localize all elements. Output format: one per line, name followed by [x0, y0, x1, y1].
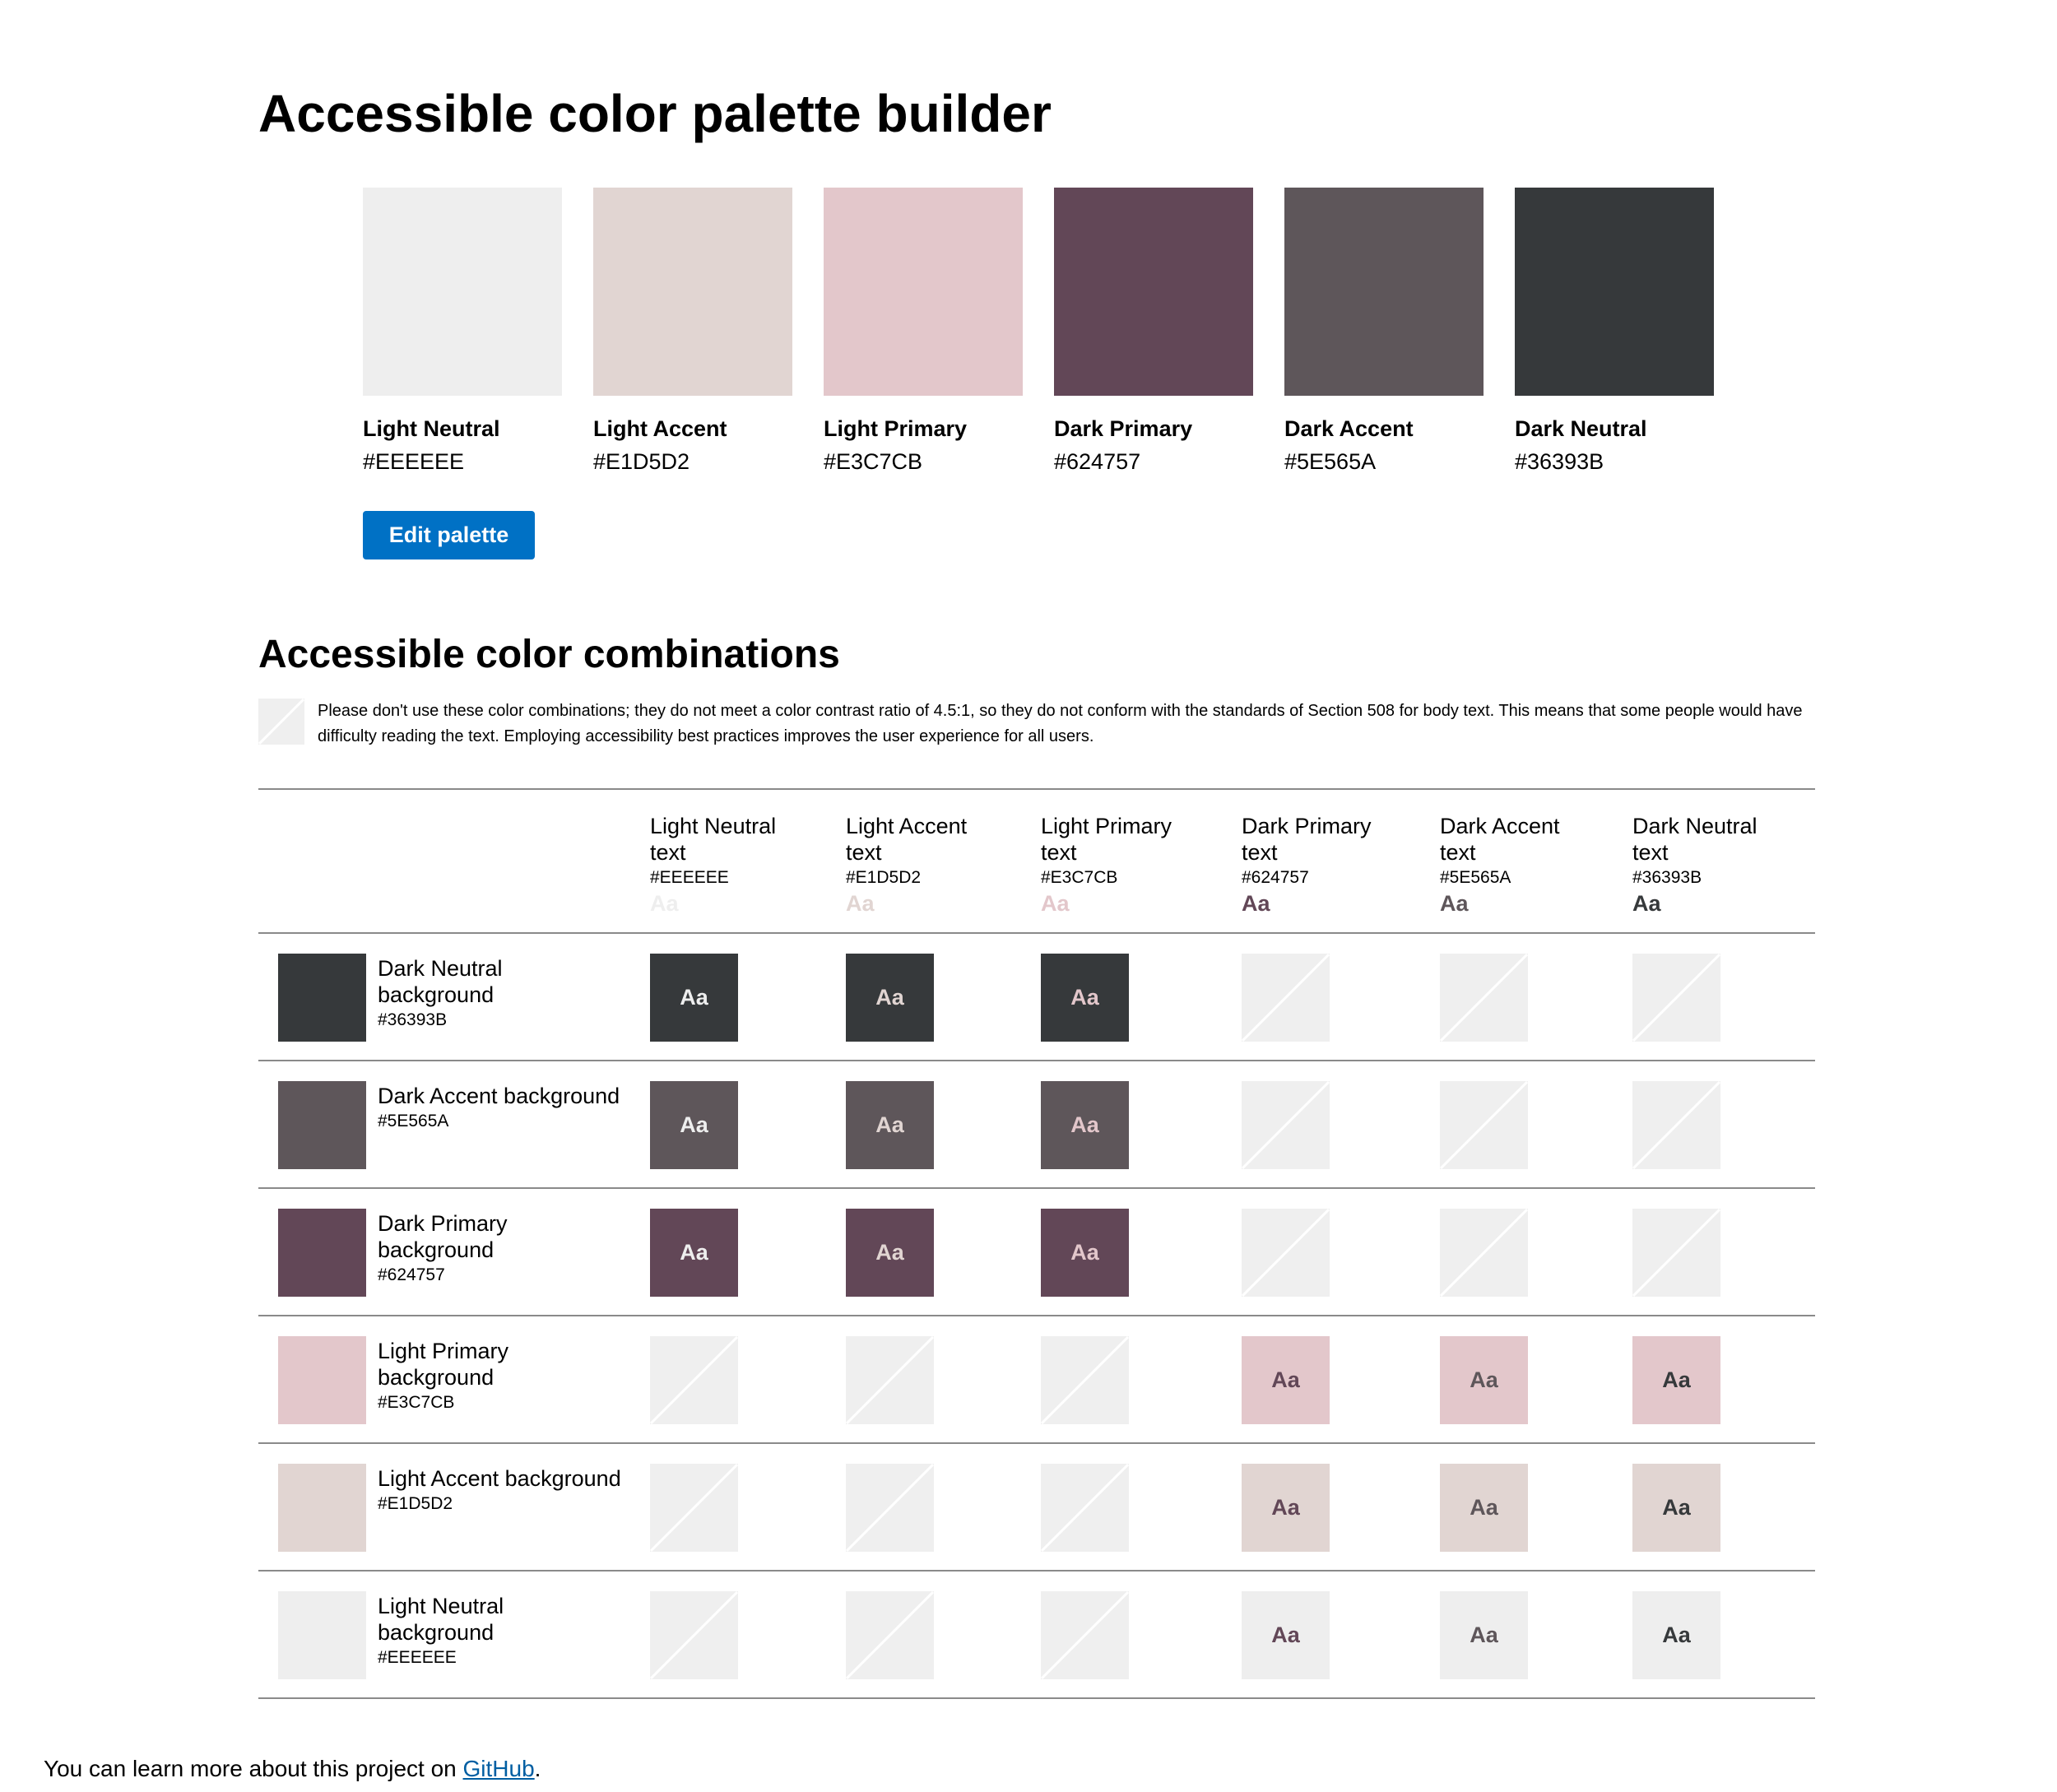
footer-period: . [534, 1756, 541, 1781]
column-sample: Aa [1440, 891, 1469, 916]
palette-card-light-accent [593, 188, 792, 478]
row-divider [258, 1570, 1815, 1571]
row-divider [258, 1442, 1815, 1444]
unavailable-combination [1440, 954, 1528, 1042]
footer [44, 1753, 541, 1785]
unavailable-combination [1632, 1081, 1720, 1169]
combination-sample: Aa [650, 954, 738, 1042]
column-header [1041, 813, 1197, 917]
combination-sample: Aa [1632, 1464, 1720, 1552]
row-divider [258, 1315, 1815, 1316]
color-swatch [593, 188, 792, 396]
legend-text: Please don't use these color combinations; they do not meet a color contrast ratio of 4.5:1, so they do not conform with the standards of Section 508 for body text. This means that some people would have difficulty reading the text. Employing accessibility best practices improves the user experience for all users. [318, 702, 1803, 745]
unavailable-combination [1242, 954, 1330, 1042]
column-sample: Aa [650, 891, 679, 916]
color-name: Dark Neutral [1515, 416, 1647, 441]
combination-sample: Aa [1632, 1591, 1720, 1679]
row-name: Dark Primary background [378, 1211, 508, 1262]
unavailable-combination [846, 1336, 934, 1424]
palette-card-dark-primary [1054, 188, 1253, 478]
unavailable-icon [1242, 1209, 1330, 1297]
row-name: Light Primary background [378, 1339, 509, 1390]
background-swatch [278, 1209, 366, 1297]
combination-sample: Aa [1440, 1464, 1528, 1552]
footer-text: You can learn more about this project on [44, 1756, 463, 1781]
column-sample: Aa [1242, 891, 1270, 916]
color-swatch [1284, 188, 1484, 396]
row-text [378, 1338, 625, 1415]
row-text [378, 1465, 625, 1516]
column-header [650, 813, 806, 917]
row-name: Light Neutral background [378, 1594, 504, 1645]
combination-sample: Aa [1242, 1464, 1330, 1552]
row-text [378, 1083, 625, 1134]
combination-sample: Aa [1632, 1336, 1720, 1424]
unavailable-icon [1632, 954, 1720, 1042]
background-swatch [278, 1336, 366, 1424]
combination-sample: Aa [650, 1081, 738, 1169]
color-name: Light Neutral [363, 416, 500, 441]
combination-sample: Aa [1440, 1336, 1528, 1424]
row-name: Dark Accent background [378, 1084, 620, 1108]
color-hex: #624757 [1054, 449, 1141, 474]
column-header [1632, 813, 1789, 917]
color-hex: #E3C7CB [824, 449, 923, 474]
unavailable-icon [1440, 954, 1528, 1042]
color-hex: #E1D5D2 [593, 449, 690, 474]
combination-sample: Aa [846, 954, 934, 1042]
unavailable-icon [1242, 1081, 1330, 1169]
edit-palette-button[interactable]: Edit palette [363, 511, 535, 559]
unavailable-combination [846, 1464, 934, 1552]
unavailable-icon [1242, 954, 1330, 1042]
unavailable-combination [650, 1464, 738, 1552]
color-hex: #36393B [1515, 449, 1604, 474]
column-hex: #624757 [1242, 868, 1309, 887]
combination-sample: Aa [846, 1081, 934, 1169]
row-divider [258, 788, 1815, 790]
column-hex: #36393B [1632, 868, 1702, 887]
unavailable-combination [1632, 954, 1720, 1042]
column-header [846, 813, 1002, 917]
column-header [1242, 813, 1398, 917]
unavailable-icon [846, 1591, 934, 1679]
background-swatch [278, 954, 366, 1042]
column-name: Light Accent text [846, 814, 968, 865]
combination-sample: Aa [1041, 1081, 1129, 1169]
row-text [378, 1210, 625, 1288]
unavailable-icon [846, 1336, 934, 1424]
unavailable-combination [1041, 1591, 1129, 1679]
palette-card-light-primary [824, 188, 1023, 478]
column-header [1440, 813, 1596, 917]
row-name: Light Accent background [378, 1466, 621, 1491]
column-hex: #E1D5D2 [846, 868, 922, 887]
unavailable-icon [1632, 1209, 1720, 1297]
color-name: Dark Primary [1054, 416, 1193, 441]
combination-sample: Aa [1440, 1591, 1528, 1679]
color-hex: #EEEEEE [363, 449, 465, 474]
unavailable-icon [258, 699, 304, 745]
unavailable-icon [650, 1591, 738, 1679]
row-name: Dark Neutral background [378, 956, 503, 1007]
unavailable-combination [650, 1336, 738, 1424]
unavailable-combination [1632, 1209, 1720, 1297]
column-sample: Aa [1632, 891, 1661, 916]
row-hex: #E1D5D2 [378, 1494, 453, 1513]
unavailable-icon [1440, 1209, 1528, 1297]
background-swatch [278, 1591, 366, 1679]
row-hex: #EEEEEE [378, 1648, 457, 1667]
column-sample: Aa [1041, 891, 1070, 916]
page-title: Accessible color palette builder [258, 84, 1052, 143]
row-divider [258, 1697, 1815, 1699]
column-name: Light Primary text [1041, 814, 1172, 865]
palette-card-light-neutral [363, 188, 562, 478]
row-divider [258, 1060, 1815, 1061]
color-hex: #5E565A [1284, 449, 1377, 474]
unavailable-combination [1440, 1209, 1528, 1297]
column-sample: Aa [846, 891, 875, 916]
color-name: Dark Accent [1284, 416, 1414, 441]
unavailable-icon [1440, 1081, 1528, 1169]
color-swatch [1515, 188, 1714, 396]
column-name: Dark Primary text [1242, 814, 1372, 865]
palette-card-dark-neutral [1515, 188, 1714, 478]
row-hex: #5E565A [378, 1112, 449, 1130]
unavailable-combination [846, 1591, 934, 1679]
column-hex: #5E565A [1440, 868, 1511, 887]
unavailable-icon [1632, 1081, 1720, 1169]
unavailable-combination [650, 1591, 738, 1679]
row-text [378, 1593, 625, 1670]
combination-sample: Aa [1041, 1209, 1129, 1297]
unavailable-icon [846, 1464, 934, 1552]
unavailable-icon [650, 1336, 738, 1424]
palette [363, 188, 1714, 478]
column-hex: #EEEEEE [650, 868, 729, 887]
github-link[interactable]: GitHub [462, 1756, 535, 1781]
row-hex: #E3C7CB [378, 1393, 455, 1412]
combinations-title: Accessible color combinations [258, 633, 840, 676]
combination-sample: Aa [1041, 954, 1129, 1042]
row-divider [258, 1187, 1815, 1189]
row-text [378, 955, 625, 1033]
color-swatch [824, 188, 1023, 396]
row-hex: #624757 [378, 1265, 445, 1284]
combination-sample: Aa [846, 1209, 934, 1297]
color-name: Light Primary [824, 416, 968, 441]
unavailable-icon [1041, 1336, 1129, 1424]
color-name: Light Accent [593, 416, 727, 441]
column-hex: #E3C7CB [1041, 868, 1118, 887]
combination-sample: Aa [650, 1209, 738, 1297]
combination-sample: Aa [1242, 1336, 1330, 1424]
color-swatch [1054, 188, 1253, 396]
combination-sample: Aa [1242, 1591, 1330, 1679]
unavailable-combination [1041, 1464, 1129, 1552]
unavailable-combination [1242, 1081, 1330, 1169]
color-swatch [363, 188, 562, 396]
unavailable-icon [650, 1464, 738, 1552]
palette-card-dark-accent [1284, 188, 1484, 478]
background-swatch [278, 1464, 366, 1552]
column-name: Dark Neutral text [1632, 814, 1758, 865]
column-name: Dark Accent text [1440, 814, 1560, 865]
background-swatch [278, 1081, 366, 1169]
unavailable-icon [1041, 1464, 1129, 1552]
unavailable-icon [1041, 1591, 1129, 1679]
unavailable-combination [1440, 1081, 1528, 1169]
unavailable-combination [1041, 1336, 1129, 1424]
row-divider [258, 932, 1815, 934]
unavailable-combination [1242, 1209, 1330, 1297]
row-hex: #36393B [378, 1010, 448, 1029]
column-name: Light Neutral text [650, 814, 777, 865]
